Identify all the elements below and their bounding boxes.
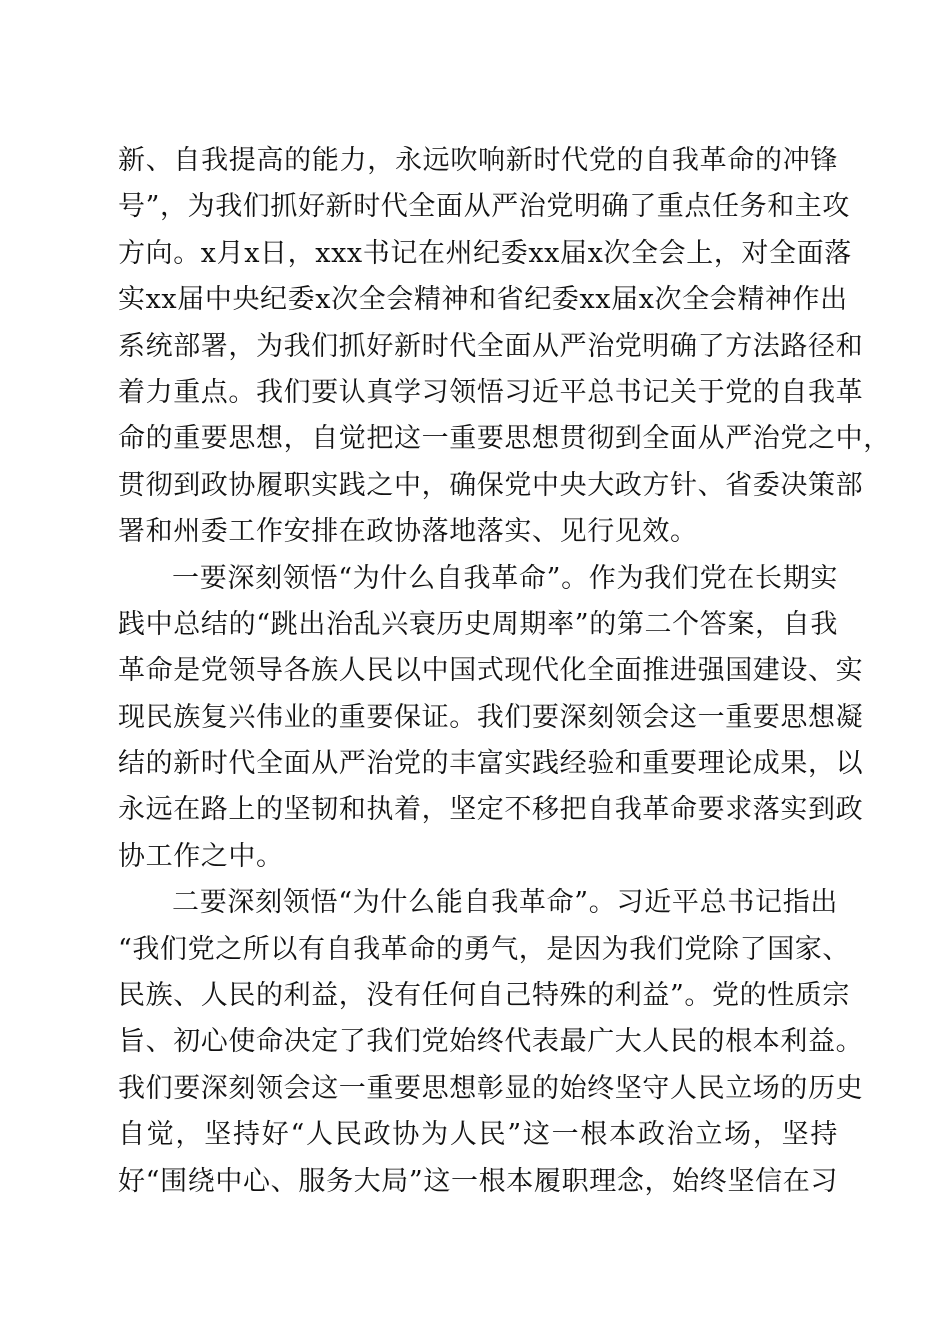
text-line: 旨、初心使命决定了我们党始终代表最广大人民的根本利益。 xyxy=(118,1026,864,1058)
text-line: 结的新时代全面从严治党的丰富实践经验和重要理论成果，以 xyxy=(118,748,864,780)
text-line: 新、自我提高的能力，永远吹响新时代党的自我革命的冲锋 xyxy=(118,145,838,176)
text-line: 方向。x月x日，xxx书记在州纪委xx届x次全会上，对全面落 xyxy=(118,237,852,269)
text-line: 贯彻到政协履职实践之中，确保党中央大政方针、省委决策部 xyxy=(118,469,864,501)
text-line: 号”，为我们抓好新时代全面从严治党明确了重点任务和主攻 xyxy=(118,191,851,223)
text-line: 革命是党领导各族人民以中国式现代化全面推进强国建设、实 xyxy=(118,655,864,687)
text-line: 现民族复兴伟业的重要保证。我们要深刻领会这一重要思想凝 xyxy=(118,701,864,733)
text-line: 永远在路上的坚韧和执着，坚定不移把自我革命要求落实到政 xyxy=(118,794,864,826)
text-line: 民族、人民的利益，没有任何自己特殊的利益”。党的性质宗 xyxy=(118,980,851,1012)
text-line: 二要深刻领悟“为什么能自我革命”。习近平总书记指出 xyxy=(172,887,838,919)
text-line: 协工作之中。 xyxy=(118,840,284,872)
text-line: 自觉，坚持好“人民政协为人民”这一根本政治立场，坚持 xyxy=(118,1119,838,1151)
text-line: 系统部署，为我们抓好新时代全面从严治党明确了方法路径和 xyxy=(118,330,864,362)
text-line: 我们要深刻领会这一重要思想彰显的始终坚守人民立场的历史 xyxy=(118,1072,864,1104)
text-line: “我们党之所以有自我革命的勇气，是因为我们党除了国家、 xyxy=(118,933,851,965)
text-line: 着力重点。我们要认真学习领悟习近平总书记关于党的自我革 xyxy=(118,376,864,408)
text-line: 署和州委工作安排在政协落地落实、见行见效。 xyxy=(118,516,698,548)
text-line: 一要深刻领悟“为什么自我革命”。作为我们党在长期实 xyxy=(172,562,838,594)
body-text xyxy=(118,138,891,1205)
text-line: 好“围绕中心、服务大局”这一根本履职理念，始终坚信在习 xyxy=(118,1165,838,1197)
text-line: 践中总结的“跳出治乱兴衰历史周期率”的第二个答案，自我 xyxy=(118,608,838,640)
text-line: 实xx届中央纪委x次全会精神和省纪委xx届x次全会精神作出 xyxy=(118,284,848,316)
text-line: 命的重要思想，自觉把这一重要思想贯彻到全面从严治党之中， xyxy=(118,423,891,455)
